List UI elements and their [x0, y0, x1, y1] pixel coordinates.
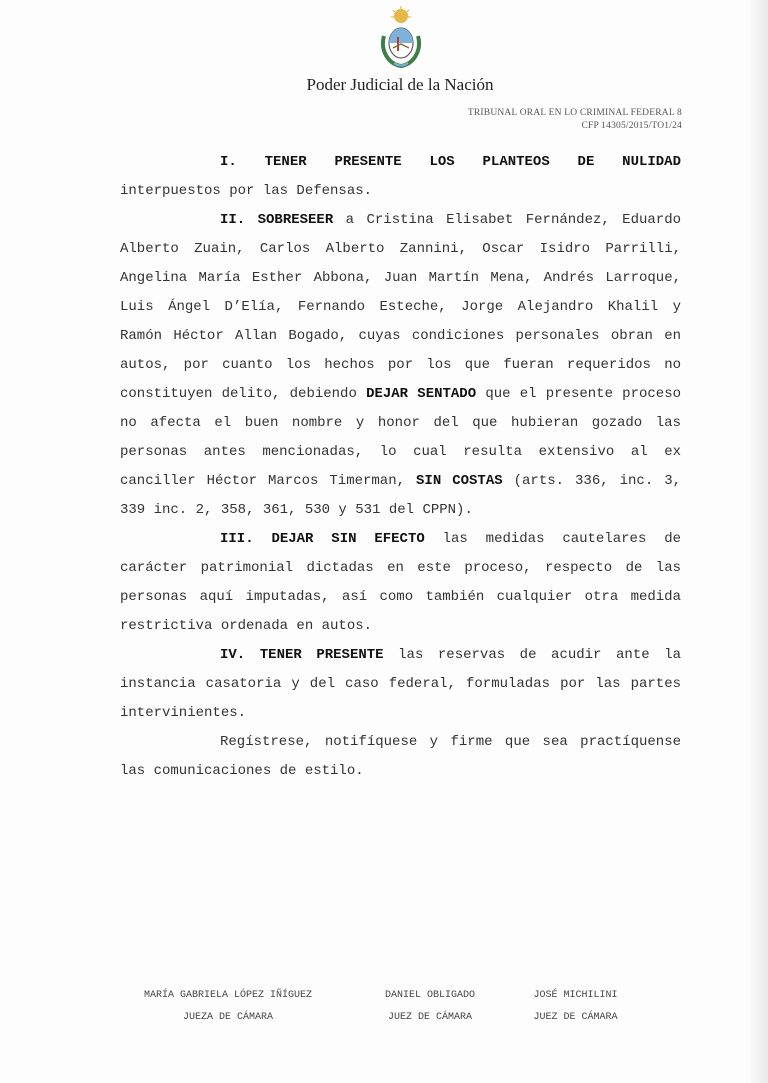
- item-1-heading: I. TENER PRESENTE LOS PLANTEOS DE NULIDAD: [220, 154, 681, 170]
- closing-paragraph: Regístrese, notifíquese y firme que sea practíquense las comunicaciones de estilo.: [120, 734, 681, 779]
- item-4-paragraph: IV. TENER PRESENTE las reservas de acudir ante la instancia casatoria y del caso federal, formuladas por las partes intervinientes.: [120, 647, 682, 721]
- judge-name: MARÍA GABRIELA LÓPEZ IÑÍGUEZ: [143, 990, 313, 1001]
- page-edge-shadow: [750, 0, 768, 1083]
- national-coat-of-arms-icon: [378, 6, 424, 68]
- item-3-heading: III. DEJAR SIN EFECTO: [220, 531, 425, 547]
- judge-title: JUEZA DE CÁMARA: [182, 1012, 273, 1023]
- item-3-paragraph: III. DEJAR SIN EFECTO las medidas cautelares de carácter patrimonial dictadas en este proceso, respecto de las personas aquí imputadas, así como también cualquier otra medida restrictiva ordenada en autos.: [120, 531, 681, 634]
- item-2-paragraph: II. SOBRESEER a Cristina Elisabet Fernández, Eduardo Alberto Zuain, Carlos Alberto Zannini, Oscar Isidro Parrilli, Angelina María Esther Abbona, Juan Martín Mena, Andrés Larroque, Luis Ángel D’Elía, Fernando Esteche, Jorge Alejandro Khalil y Ramón Héctor Allan Bogado, cuyas condiciones personales obran en autos, por cuanto los hechos por los que fueran requeridos no constituyen delito, debiendo DEJAR SENTADO que el presente proceso no afecta el buen nombre y honor del que hubieran gozado las personas antes mencionadas, lo cual resulta extensivo al ex canciller Héctor Marcos Timerman, SIN COSTAS (arts. 336, inc. 3, 339 inc. 2, 358, 361, 530 y 531 del CPPN).: [120, 212, 682, 518]
- signature-judge-3: [513, 985, 638, 1029]
- resolution-body: [120, 148, 681, 786]
- tribunal-name: TRIBUNAL ORAL EN LO CRIMINAL FEDERAL 8: [467, 108, 682, 118]
- signature-judge-1: [118, 985, 338, 1029]
- judge-title: JUEZ DE CÁMARA: [387, 1012, 472, 1023]
- judge-name: DANIEL OBLIGADO: [384, 990, 475, 1001]
- item-2-heading: II. SOBRESEER: [220, 212, 334, 228]
- court-name-heading: Poder Judicial de la Nación: [306, 75, 494, 94]
- signature-judge-2: [365, 985, 495, 1029]
- judge-title: JUEZ DE CÁMARA: [533, 1012, 618, 1023]
- item-1-text: interpuestos por las Defensas.: [120, 183, 373, 199]
- case-number: CFP 14305/2015/TO1/24: [581, 121, 682, 131]
- judge-name: JOSÉ MICHILINI: [533, 990, 618, 1001]
- item-4-heading: IV. TENER PRESENTE: [220, 647, 384, 663]
